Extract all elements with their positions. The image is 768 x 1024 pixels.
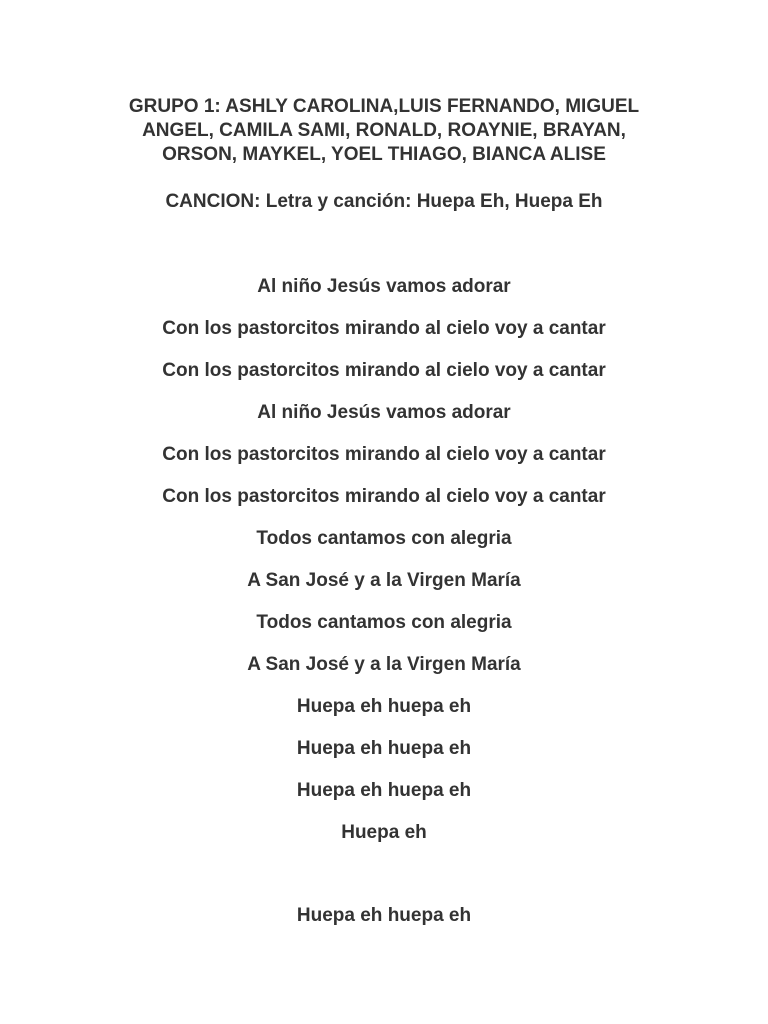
lyric-line: Con los pastorcitos mirando al cielo voy a cantar (162, 444, 606, 465)
group-header-line: ORSON, MAYKEL, YOEL THIAGO, BIANCA ALISE (162, 144, 606, 165)
song-title: CANCION: Letra y canción: Huepa Eh, Huepa Eh (165, 191, 603, 212)
group-header-line: GRUPO 1: ASHLY CAROLINA,LUIS FERNANDO, MIGUEL (128, 96, 640, 117)
lyric-line: Con los pastorcitos mirando al cielo voy a cantar (162, 318, 606, 339)
group-header-line: ANGEL, CAMILA SAMI, RONALD, ROAYNIE, BRAYAN, (142, 120, 626, 141)
lyric-line: A San José y a la Virgen María (247, 654, 521, 675)
lyric-line: Al niño Jesús vamos adorar (257, 402, 511, 423)
lyric-line: Huepa eh huepa eh (296, 696, 472, 717)
lyric-line: Todos cantamos con alegria (256, 612, 512, 633)
lyric-line: Al niño Jesús vamos adorar (257, 276, 511, 297)
lyric-line: Huepa eh huepa eh (296, 780, 472, 801)
lyric-line: Huepa eh huepa eh (296, 905, 472, 926)
lyric-line: Huepa eh (341, 822, 427, 843)
lyric-line: Huepa eh huepa eh (296, 738, 472, 759)
lyric-line: Todos cantamos con alegria (256, 528, 512, 549)
lyric-line: Con los pastorcitos mirando al cielo voy a cantar (162, 360, 606, 381)
lyric-line: A San José y a la Virgen María (247, 570, 521, 591)
group-header (96, 95, 672, 167)
lyric-line: Con los pastorcitos mirando al cielo voy a cantar (162, 486, 606, 507)
